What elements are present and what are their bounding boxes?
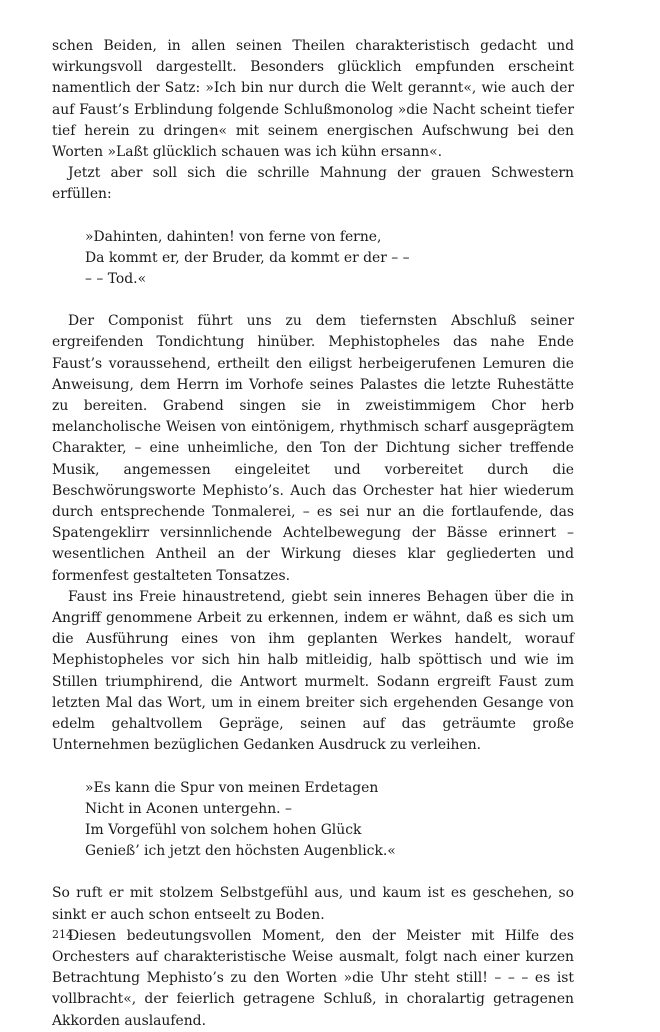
spacer	[52, 862, 574, 883]
spacer	[52, 757, 574, 778]
paragraph: Der Componist führt uns zu dem tiefernsten Abschluß seiner ergreifenden Tondichtung hinüber. Mephistopheles das nahe Ende Faust’s voraussehend, ertheilt den eiligst herbeigerufenen Lemuren die Anweisung, dem Herrn im Vorhofe seines Palastes die letzte Ruhestätte zu bereiten. Grabend singen sie in zweistimmigem Chor herb melancholische Weisen von eintönigem, rhythmisch scharf ausgeprägtem Charakter, – eine unheimliche, den Ton der Dichtung sicher treffende Musik, angemessen eingeleitet und vorbereitet durch die Beschwörungsworte Mephisto’s. Auch das Orchester hat hier wiederum durch entsprechende Tonmalerei, – es sei nur an die fortlaufende, das Spatengeklirr versinnlichende Achtelbewegung der Bässe erinnert – wesentlichen Antheil an der Wirkung dieses klar gegliederten und formenfest gestalteten Tonsatzes.	[52, 313, 574, 584]
verse-line: Im Vorgefühl von solchem hohen Glück	[85, 821, 362, 838]
verse-line: »Es kann die Spur von meinen Erdetagen	[85, 779, 379, 796]
spacer	[52, 290, 574, 311]
verse-line: Da kommt er, der Bruder, da kommt er der – –	[85, 249, 410, 266]
page-number: 214	[52, 928, 73, 941]
verse-line: – – Tod.«	[85, 271, 147, 288]
verse-quote	[52, 227, 574, 291]
paragraph: Faust ins Freie hinaustretend, giebt sein inneres Behagen über die in Angriff genommene Arbeit zu erkennen, indem er wähnt, daß es sich um die Ausführung eines von ihm geplanten Werkes handelt, worauf Mephistopheles vor sich hin halb mitleidig, halb spöttisch und wie im Stillen triumphirend, die Antwort murmelt. Sodann ergreift Faust zum letzten Mal das Wort, um in einem breiter sich ergehenden Gesange von edelm gehaltvollem Gepräge, seinen auf das geträumte große Unternehmen bezüglichen Gedanken Ausdruck zu verleihen.	[52, 588, 574, 754]
verse-line: Nicht in Aconen untergehn. –	[85, 800, 292, 817]
paragraph: Diesen bedeutungsvollen Moment, den der Meister mit Hilfe des Orchesters auf charakteristische Weise ausmalt, folgt nach einer kurzen Betrachtung Mephisto’s zu den Worten »die Uhr steht still! – – – es ist vollbracht«, der feierlich getragene Schluß, in choralartig getragenen Akkorden auslaufend.	[52, 927, 574, 1029]
verse-line: Genieß’ ich jetzt den höchsten Augenblick.«	[85, 843, 396, 860]
paragraph: Jetzt aber soll sich die schrille Mahnung der grauen Schwestern erfüllen:	[52, 165, 574, 203]
paragraph: So ruft er mit stolzem Selbstgefühl aus, und kaum ist es geschehen, so sinkt er auch schon entseelt zu Boden.	[52, 885, 574, 923]
spacer	[52, 206, 574, 227]
verse-quote	[52, 778, 574, 863]
page-body	[52, 36, 574, 1032]
paragraph: schen Beiden, in allen seinen Theilen charakteristisch gedacht und wirkungsvoll dargestellt. Besonders glücklich empfunden erscheint namentlich der Satz: »Ich bin nur durch die Welt gerannt«, wie auch der auf Faust’s Erblindung folgende Schlußmonolog »die Nacht scheint tiefer tief herein zu dringen« mit seinem energischen Aufschwung bei den Worten »Laßt glücklich schauen was ich kühn ersann«.	[52, 38, 574, 161]
verse-line: »Dahinten, dahinten! von ferne von ferne,	[85, 228, 382, 245]
